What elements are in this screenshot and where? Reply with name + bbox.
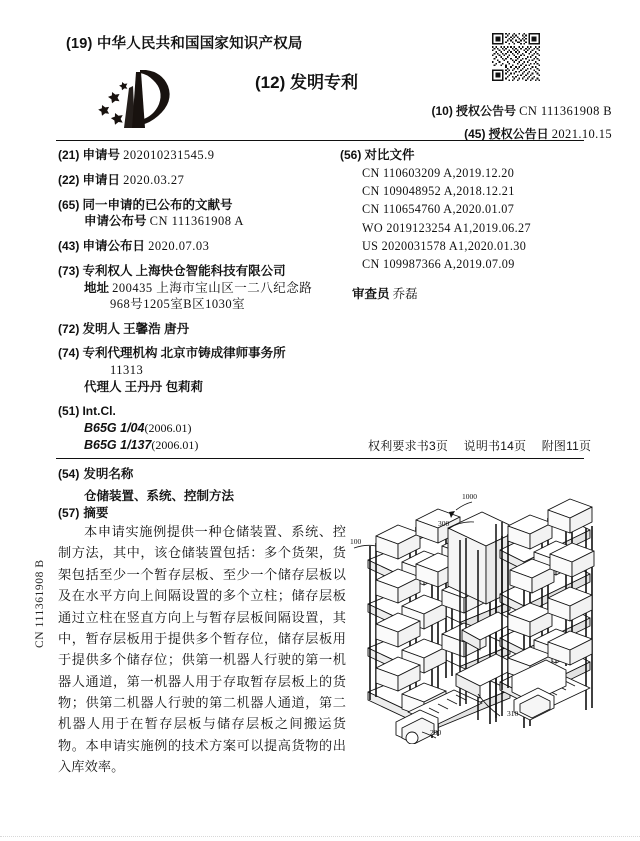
ipc-entry [58,420,336,437]
office-code: (19) [66,36,93,52]
agent-value: 王丹丹 包莉莉 [124,379,204,394]
prior-publication-code: (65) [58,197,80,212]
references-head [340,147,590,164]
agent-row [58,379,336,396]
ipc-version: (2006.01) [151,437,199,452]
invention-title-value: 仓储装置、系统、控制方法 [84,489,235,503]
publication-date-code: (43) [58,238,80,253]
page-count-drawings: 附图11页 [541,439,592,453]
application-number-field [58,147,336,164]
kind-code: (12) [255,73,286,92]
application-number-value: 202010231545.9 [123,148,215,162]
prior-publication-label: 同一申请的已公布的文献号 [82,197,233,212]
figure-label-310: 310 [507,709,519,718]
ipc-code: (51) [58,404,80,419]
qr-code [492,33,540,81]
patentee-label: 专利权人 [82,263,133,278]
invention-title-label: 发明名称 [83,467,134,481]
application-date-code: (22) [58,172,80,187]
agency-field [58,345,336,395]
page-count-claims: 权利要求书3页 [368,439,449,453]
grant-date-code: (45) [464,127,486,141]
office-header [66,32,303,53]
agency-value: 北京市铸成律师事务所 [160,346,286,361]
prior-publication-field [58,197,336,230]
patentee-value: 上海快仓智能科技有限公司 [135,263,286,278]
header-divider [56,140,584,141]
inventors-label: 发明人 [82,321,120,336]
cnipa-emblem-icon [96,66,186,134]
abstract-label: 摘要 [83,506,109,520]
biblio-left-column [58,147,336,462]
warehouse-rack-isometric-drawing [350,488,602,744]
agency-head [58,345,336,362]
reference-item: CN 109048952 A,2018.12.21 [362,184,515,199]
application-number-code: (21) [58,148,80,162]
grant-date-value: 2021.10.15 [551,127,612,141]
ipc-head [58,403,336,420]
application-number-label: 申请号 [82,148,120,162]
examiner-field [352,284,418,302]
ipc-symbol: B65G 1/137 [84,437,152,452]
patentee-field [58,263,336,313]
invention-title-head [58,464,348,483]
inventors-value: 王馨浩 唐丹 [123,321,190,336]
prior-publication-head [58,197,336,214]
patentee-address-line-2 [58,296,336,313]
patentee-code: (73) [58,263,80,278]
publication-date-field [58,238,336,255]
figure-label-100: 100 [350,537,362,546]
publication-date-value: 2020.07.03 [148,238,210,253]
prior-publication-sub-label: 申请公布号 [84,214,147,229]
reference-item: CN 109987366 A,2019.07.09 [362,257,515,272]
reference-item: CN 110603209 A,2019.12.20 [362,165,515,180]
application-date-value: 2020.03.27 [123,172,185,187]
abstract-head [58,503,108,522]
publication-date-label: 申请公布日 [82,238,145,253]
reference-item: US 2020031578 A1,2020.01.30 [362,239,527,254]
address-value-1: 200435 上海市宝山区一二八纪念路 [112,280,313,295]
examiner-value: 乔磊 [392,287,418,301]
grant-date-label: 授权公告日 [488,127,549,141]
page-count-summary [368,437,603,454]
prior-publication-sub-value: CN 111361908 A [149,214,244,229]
address-label: 地址 [84,280,110,295]
grant-number-value: CN 111361908 B [519,104,612,118]
abstract-divider [56,458,584,459]
address-value-2: 968号1205室B区1030室 [110,297,246,312]
side-publication-code: CN 111361908 B [34,559,46,648]
agency-registration-number [58,362,336,379]
reference-item: CN 110654760 A,2020.01.07 [362,202,515,217]
page-title [255,68,358,93]
publication-info [352,102,612,148]
inventors-code: (72) [58,321,80,336]
patentee-address-line-1 [58,280,336,297]
page-bottom-divider [0,836,640,837]
references-field [340,147,590,274]
application-date-label: 申请日 [82,172,120,187]
inventors-field [58,321,336,338]
figure-label-200: 200 [430,728,442,737]
page-count-description: 说明书14页 [463,439,527,453]
abstract-code: (57) [58,506,80,520]
ipc-version: (2006.01) [144,421,192,436]
grant-number-label: 授权公告号 [455,104,516,118]
agency-code-value: 11313 [110,363,144,378]
agent-label: 代理人 [84,379,122,394]
grant-number-code: (10) [431,104,453,118]
agency-label: 专利代理机构 [82,346,158,361]
invention-title-block [58,464,348,504]
office-name: 中华人民共和国国家知识产权局 [96,36,303,52]
prior-publication-sub [58,213,336,230]
figure-label-1000: 1000 [462,492,477,501]
examiner-label: 审查员 [352,287,390,301]
invention-title-code: (54) [58,467,80,481]
biblio-right-column [340,147,590,282]
abstract-text: 本申请实施例提供一种仓储装置、系统、控制方法，其中，该仓储装置包括：多个货架，货架包括至少一个暂存层板、至少一个储存层板以及在水平方向上间隔设置的多个立柱；储存层板通过立柱在竖直方向上与暂存层板间隔设置，其中，暂存层板用于提供多个暂存位，储存层板用于提供多个储存位；供第一机器人行驶的第一机器人通道，第一机器人用于存取暂存层板上的货物；供第二机器人行驶的第二机器人通道，第二机器人用于在暂存层板与储存层板之间搬运货物。本申请实施例的技术方案可以提高货物的出入库效率。 [58,524,346,775]
patentee-head [58,263,336,280]
agency-code: (74) [58,346,80,361]
references-code: (56) [340,148,362,162]
ipc-symbol: B65G 1/04 [84,421,145,436]
ipc-label: Int.Cl. [82,404,116,419]
ipc-field [58,403,336,453]
application-date-field [58,172,336,189]
references-label: 对比文件 [364,148,415,162]
grant-number-row [352,102,612,119]
figure-label-300: 300 [438,519,450,528]
kind-name: 发明专利 [289,73,358,92]
ipc-entry [58,437,336,454]
reference-item: WO 2019123254 A1,2019.06.27 [362,220,531,235]
